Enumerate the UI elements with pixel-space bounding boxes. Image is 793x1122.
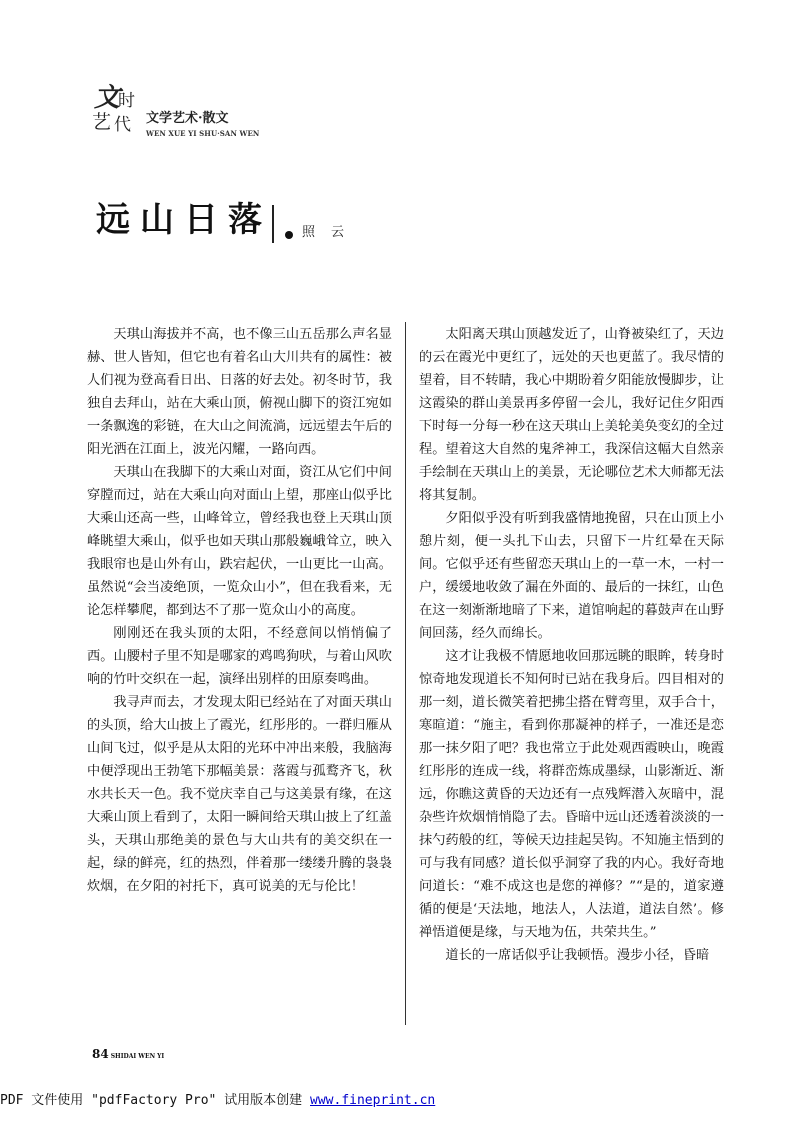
logo-char-dai: 代 (114, 115, 131, 135)
logo-char-yi: 艺 (92, 111, 112, 133)
fineprint-link[interactable]: www.fineprint.cn (310, 1093, 436, 1108)
article-author: 照云 (302, 225, 361, 240)
pdf-footer-text: PDF 文件使用 "pdfFactory Pro" 试用版本创建 (0, 1093, 311, 1108)
logo-char-shi: 时 (118, 91, 135, 111)
column-pinyin: WEN XUE YI SHU·SAN WEN (146, 129, 260, 138)
paragraph: 刚刚还在我头顶的太阳，不经意间以悄悄偏了西。山腰村子里不知是哪家的鸡鸣狗吠，与着山风吹响的竹叶交织在一起，演绎出别样的田原奏鸣曲。 (87, 626, 392, 687)
page-number-value: 84 (92, 1047, 109, 1061)
logo-char-wen: 文 (94, 83, 121, 113)
paragraph: 道长的一席话似乎让我顿悟。漫步小径，昏暗 (445, 948, 710, 963)
column-divider (405, 322, 406, 1025)
page-number-label: SHIDAI WEN YI (110, 1053, 165, 1060)
paragraph: 这才让我极不情愿地收回那远眺的眼眸，转身时惊奇地发现道长不知何时已站在我身后。四目相对的那一刻，道长微笑着把拂尘搭在臂弯里，双手合十，寒暄道：“施主，看到你那凝神的样子，一准还是恋那一抹夕阳了吧？我也常立于此处观西霞映山，晚霞红彤彤的连成一线，将群峦炼成墨绿，山影渐近、渐远，你瞧这黄昏的天边还有一点残辉潜入灰暗中，混杂些许炊烟悄悄隐了去。昏暗中远山还透着淡淡的一抹勺药般的红，等候天边挂起吴钩。不知施主悟到的可与我有同感？道长似乎洞穿了我的内心。我好奇地问道长：“难不成这也是您的禅修？”“是的，道家遵循的便是‘天法地，地法人，人法道，道法自然’。修禅悟道便是缘，与天地为伍，共荣共生。” (419, 649, 724, 940)
page-number (92, 1048, 164, 1060)
pdf-footer (0, 1094, 435, 1107)
article-title: 远山日落 (96, 200, 272, 240)
left-text-column (87, 323, 392, 898)
paragraph: 太阳离天琪山顶越发近了，山脊被染红了，天边的云在霞光中更红了，远处的天也更蓝了。我尽情的望着，目不转睛，我心中期盼着夕阳能放慢脚步，让这霞染的群山美景再多停留一会儿，我好记住夕阳西下时每一分每一秒在这天琪山上美轮美奂变幻的全过程。望着这大自然的鬼斧神工，我深信这幅大自然亲手绘制在天琪山上的美景，无论哪位艺术大师都无法将其复制。 (419, 327, 724, 503)
title-divider (272, 205, 274, 243)
column-name: 文学艺术·散文 (146, 111, 229, 126)
right-text-column (419, 323, 724, 967)
paragraph: 天琪山在我脚下的大乘山对面，资江从它们中间穿膛而过，站在大乘山向对面山上望，那座山似乎比大乘山还高一些，山峰耸立，曾经我也登上天琪山顶峰眺望大乘山，似乎也如天琪山那般巍峨耸立，映入我眼帘也是山外有山，跌宕起伏，一山更比一山高。虽然说“会当凌绝顶，一览众山小”，但在我看来，无论怎样攀爬，都到达不了那一览众山小的高度。 (87, 465, 392, 618)
paragraph: 我寻声而去，才发现太阳已经站在了对面天琪山的头顶，给大山披上了霞光，红彤彤的。一群归雁从山间飞过，似乎是从太阳的光环中冲出来般，我脑海中便浮现出王勃笔下那幅美景：落霞与孤鹜齐飞，秋水共长天一色。我不觉庆幸自己与这美景有缘，在这大乘山顶上看到了，太阳一瞬间给天琪山披上了红盖头，天琪山那绝美的景色与大山共有的美交织在一起，绿的鲜亮，红的热烈，伴着那一缕缕升腾的袅袅炊烟，在夕阳的衬托下，真可说美的无与伦比！ (87, 695, 392, 894)
magazine-logo (88, 85, 148, 141)
paragraph: 天琪山海拔并不高，也不像三山五岳那么声名显赫、世人皆知，但它也有着名山大川共有的属性：被人们视为登高看日出、日落的好去处。初冬时节，我独自去拜山，站在大乘山顶，俯视山脚下的资江宛如一条飘逸的彩链，在大山之间流淌，远远望去午后的阳光洒在江面上，波光闪耀，一路向西。 (87, 327, 392, 457)
paragraph: 夕阳似乎没有听到我盛情地挽留，只在山顶上小憩片刻，便一头扎下山去，只留下一片红晕在天际间。它似乎还有些留恋天琪山上的一草一木，一村一户，缓缓地收敛了漏在外面的、最后的一抹红，山色在这一刻渐渐地暗了下来，道馆响起的暮鼓声在山野间回荡，经久而绵长。 (419, 511, 724, 641)
author-bullet-icon (285, 231, 293, 239)
